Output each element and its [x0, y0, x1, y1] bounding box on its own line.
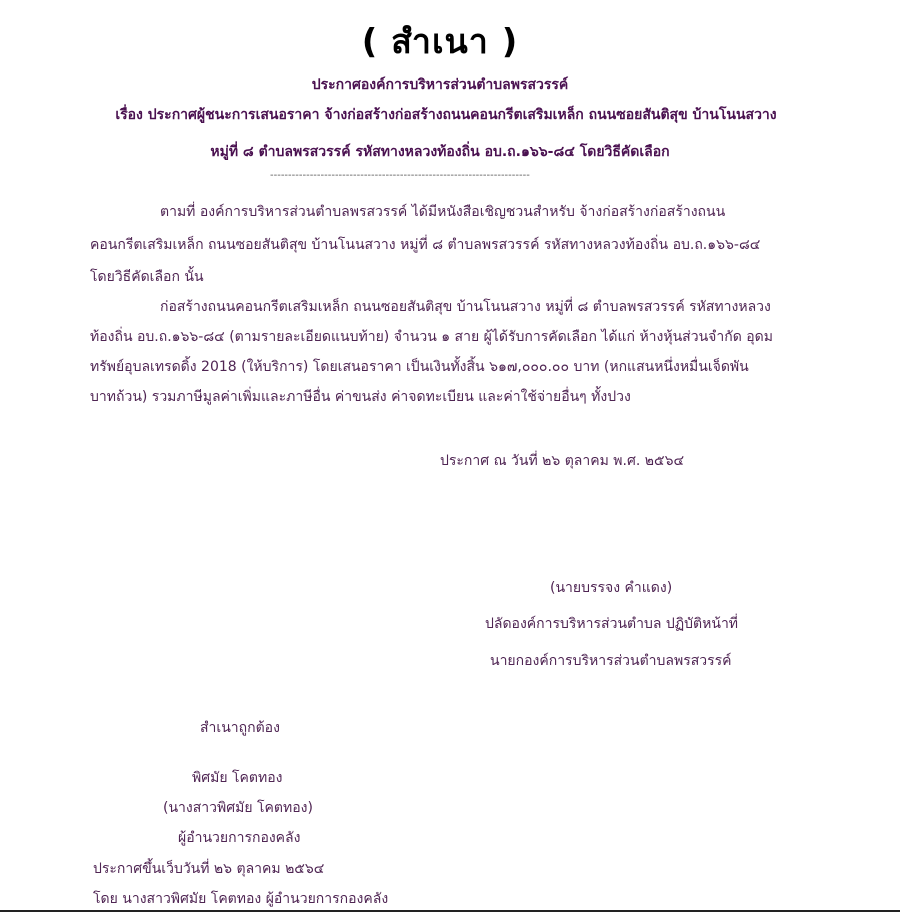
signer-position-1: ปลัดองค์การบริหารส่วนตำบล ปฏิบัติหน้าที่ — [485, 616, 739, 632]
signer-position-2: นายกองค์การบริหารส่วนตำบลพรสวรรค์ — [490, 653, 732, 669]
paragraph-1-line-2: คอนกรีตเสริมเหล็ก ถนนซอยสันติสุข บ้านโนนสวาง หมู่ที่ ๘ ตำบลพรสวรรค์ รหัสทางหลวงท้องถิ่น อบ.ถ.๑๖๖-๘๔ — [90, 237, 761, 253]
certify-signer-full: (นางสาวพิศมัย โคตทอง) — [163, 800, 313, 816]
paragraph-2-line-1: ก่อสร้างถนนคอนกรีตเสริมเหล็ก ถนนซอยสันติสุข บ้านโนนสวาง หมู่ที่ ๘ ตำบลพรสวรรค์ รหัสทางหลวง — [160, 299, 771, 315]
announcement-subject-cont: หมู่ที่ ๘ ตำบลพรสวรรค์ รหัสทางหลวงท้องถิ่น อบ.ถ.๑๖๖-๘๔ โดยวิธีคัดเลือก — [210, 144, 670, 160]
posted-by: โดย นางสาวพิศมัย โคตทอง ผู้อำนวยการกองคลัง — [93, 891, 389, 907]
certify-signer-short: พิศมัย โคตทอง — [192, 770, 283, 786]
signer-name: (นายบรรจง คำแดง) — [550, 580, 673, 596]
web-posted-date: ประกาศขึ้นเว็บวันที่ ๒๖ ตุลาคม ๒๕๖๔ — [93, 861, 325, 877]
certify-signer-position: ผู้อำนวยการกองคลัง — [178, 830, 301, 846]
copy-title: ( สำเนา ) — [361, 22, 519, 62]
divider-line: ------------------------------------------------------------------------ — [270, 170, 530, 181]
announce-date: ประกาศ ณ วันที่ ๒๖ ตุลาคม พ.ศ. ๒๕๖๔ — [440, 453, 685, 469]
paragraph-1-line-3: โดยวิธีคัดเลือก นั้น — [90, 269, 204, 285]
announcement-subject: เรื่อง ประกาศผู้ชนะการเสนอราคา จ้างก่อสร้างก่อสร้างถนนคอนกรีตเสริมเหล็ก ถนนซอยสันติสุข บ้านโนนสวาง — [115, 107, 777, 123]
announcement-org: ประกาศองค์การบริหารส่วนตำบลพรสวรรค์ — [311, 77, 569, 93]
certify-label: สำเนาถูกต้อง — [200, 720, 280, 736]
paragraph-2-line-3: ทรัพย์อุบลเทรดดิ้ง 2018 (ให้บริการ) โดยเสนอราคา เป็นเงินทั้งสิ้น ๖๑๗,๐๐๐.๐๐ บาท (หกแสนหนึ่งหมื่นเจ็ดพัน — [90, 359, 749, 375]
paragraph-2-line-2: ท้องถิ่น อบ.ถ.๑๖๖-๘๔ (ตามรายละเอียดแนบท้าย) จำนวน ๑ สาย ผู้ได้รับการคัดเลือก ได้แก่ ห้างหุ้นส่วนจำกัด อุดม — [90, 329, 773, 345]
paragraph-1-line-1: ตามที่ องค์การบริหารส่วนตำบลพรสวรรค์ ได้มีหนังสือเชิญชวนสำหรับ จ้างก่อสร้างก่อสร้างถนน — [160, 204, 726, 220]
paragraph-2-line-4: บาทถ้วน) รวมภาษีมูลค่าเพิ่มและภาษีอื่น ค่าขนส่ง ค่าจดทะเบียน และค่าใช้จ่ายอื่นๆ ทั้งปวง — [90, 389, 631, 405]
